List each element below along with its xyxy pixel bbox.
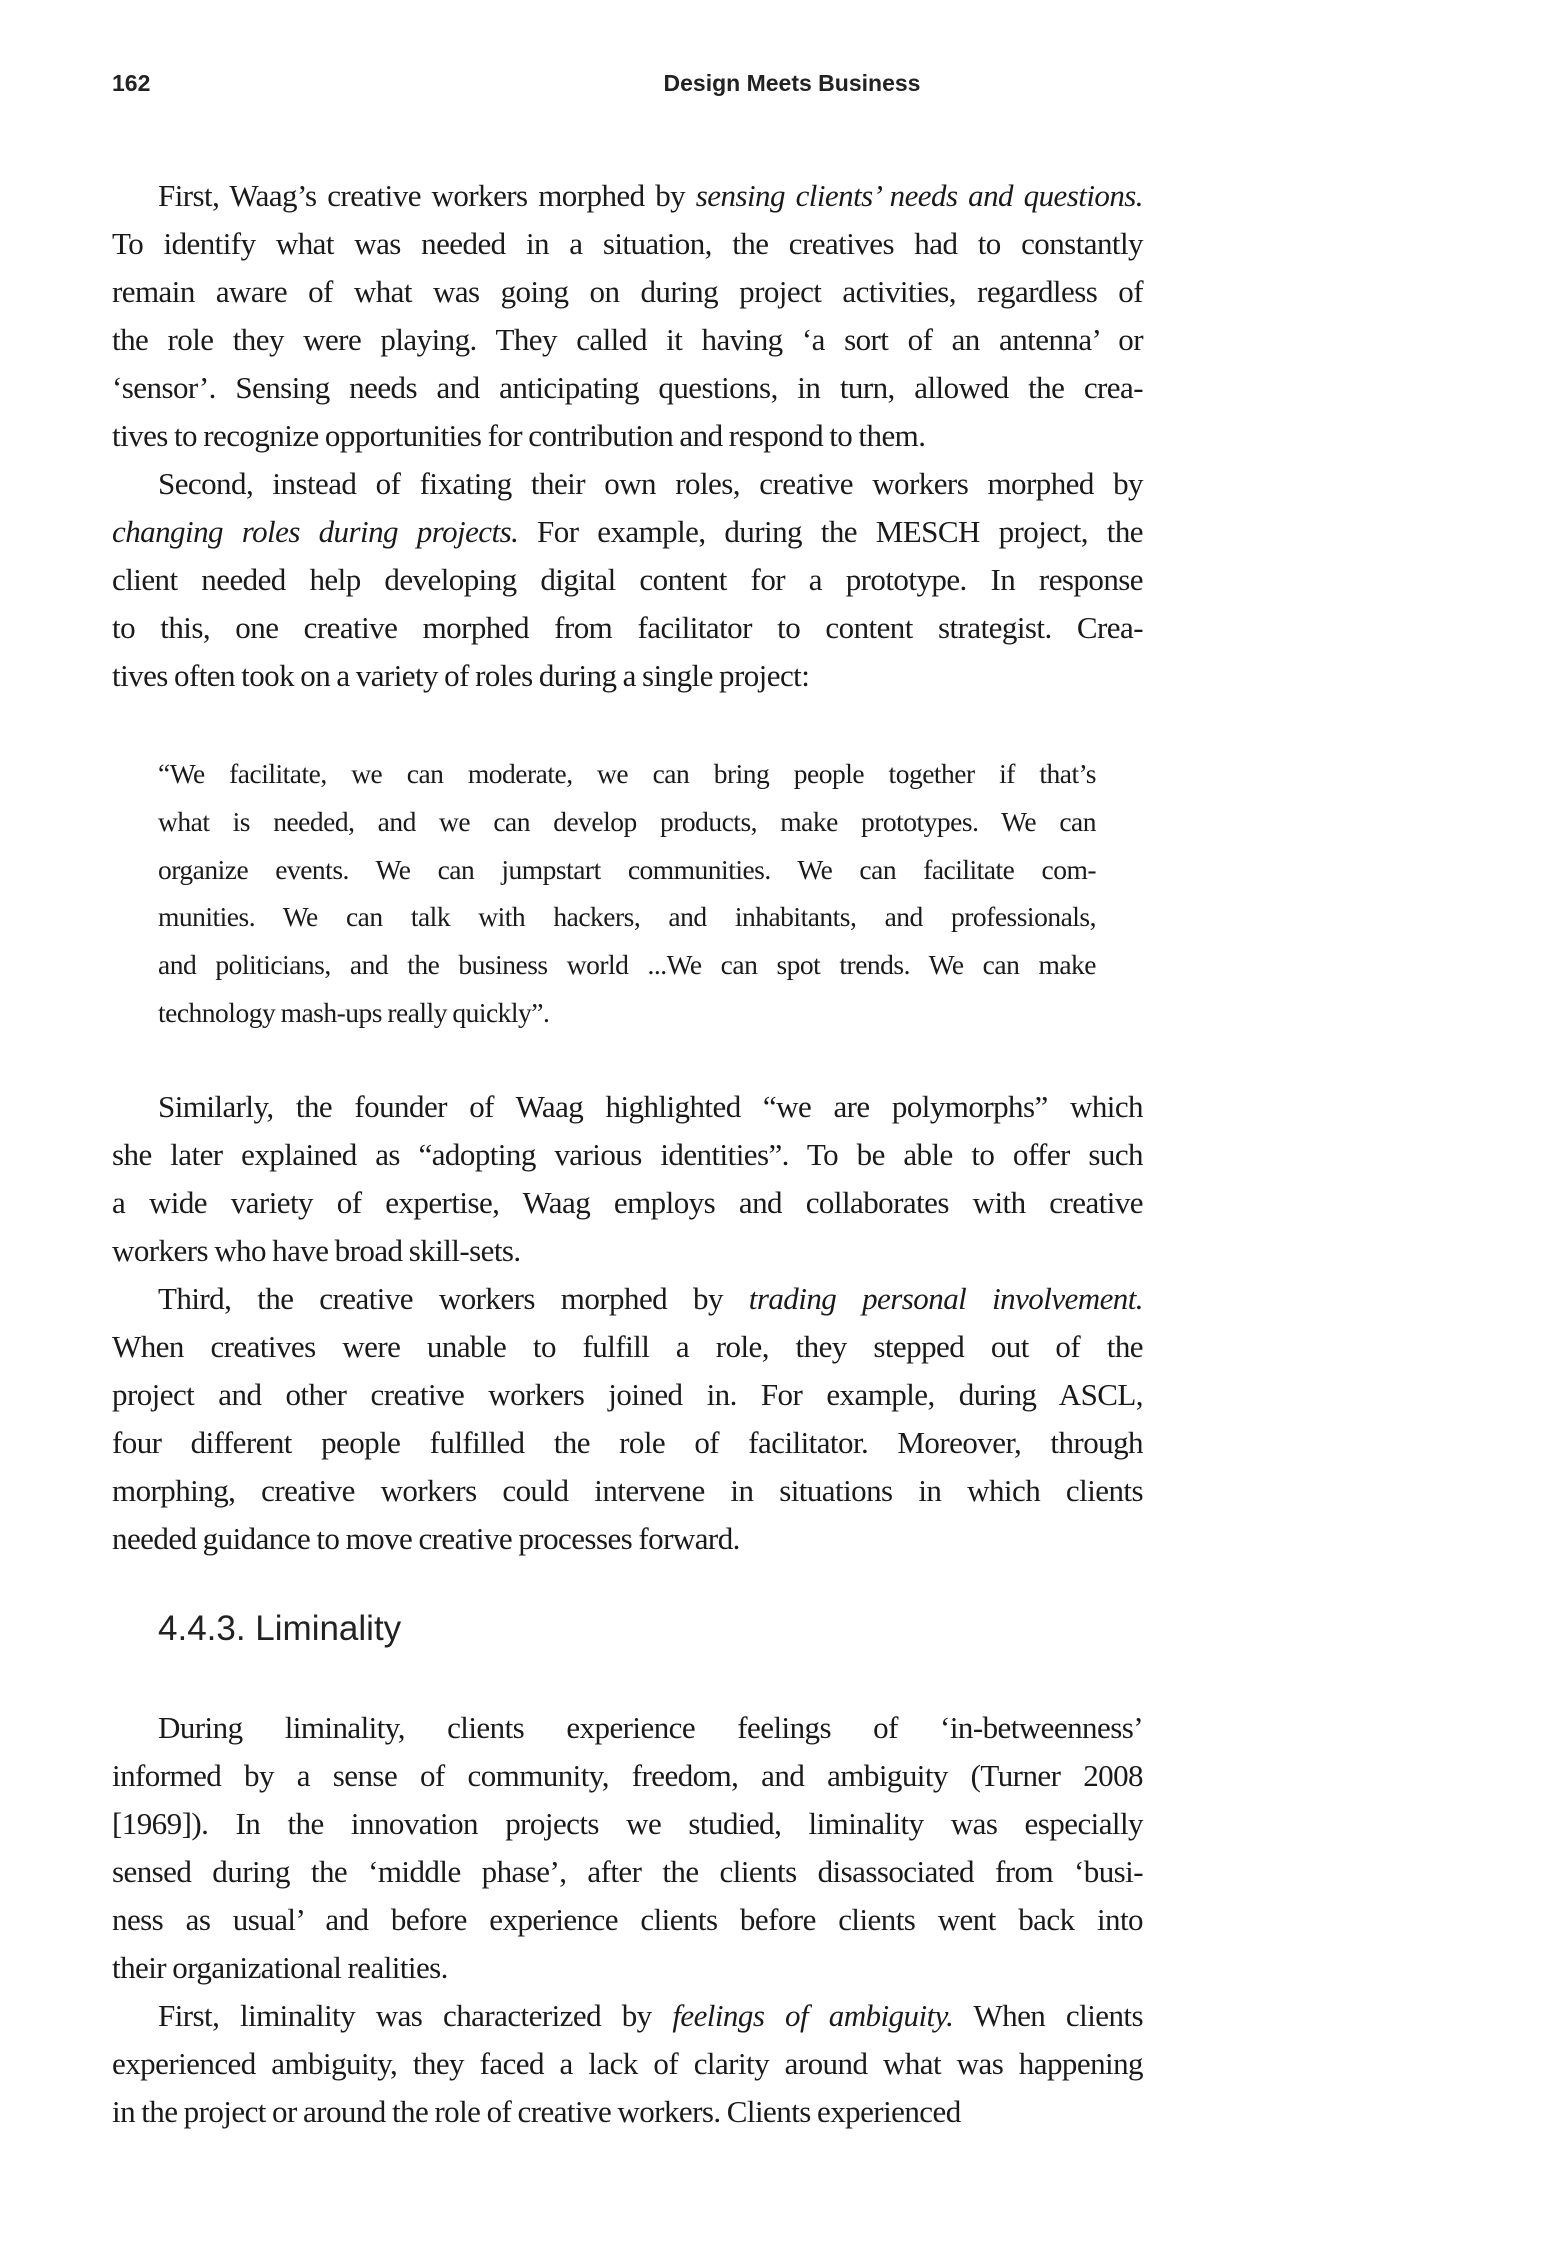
text-segment: Similarly, the founder of Waag highlighted “we are polymorphs” which xyxy=(158,1088,1143,1124)
page-number: 162 xyxy=(112,70,151,96)
text-line xyxy=(158,750,1096,798)
text-segment: in the project or around the role of creative workers. Clients experienced xyxy=(112,2093,961,2129)
text-segment: tives to recognize opportunities for contribution and respond to them. xyxy=(112,418,926,453)
text-segment: experienced ambiguity, they faced a lack of clarity around what was happening xyxy=(112,2045,1143,2081)
text-segment: she later explained as “adopting various identities”. To be able to offer such xyxy=(112,1136,1143,1172)
text-line xyxy=(112,556,1143,604)
text-line xyxy=(158,941,1096,989)
text-line xyxy=(112,508,1143,556)
text-segment: the role they were playing. They called it having ‘a sort of an antenna’ or xyxy=(112,322,1143,357)
section-heading: 4.4.3. Liminality xyxy=(158,1608,402,1648)
text-segment: For example, during the MESCH project, the xyxy=(518,514,1143,549)
text-line xyxy=(158,846,1096,894)
text-segment: needed guidance to move creative processes forward. xyxy=(112,1520,740,1556)
text-line xyxy=(112,1896,1143,1944)
text-segment: Second, instead of fixating their own roles, creative workers morphed by xyxy=(158,466,1143,501)
body-text-morphing-1 xyxy=(112,172,1143,700)
text-segment: Third, the creative workers morphed by xyxy=(158,1280,749,1316)
text-line xyxy=(112,1752,1143,1800)
body-text-morphing-2 xyxy=(112,1083,1143,1563)
text-line xyxy=(112,268,1143,316)
text-line xyxy=(112,652,1143,700)
text-segment: When clients xyxy=(953,1997,1143,2033)
text-line xyxy=(112,1515,1143,1563)
text-segment: what is needed, and we can develop products, make prototypes. We can xyxy=(158,805,1096,837)
text-segment: and politicians, and the business world ...We can spot trends. We can make xyxy=(158,949,1096,981)
text-segment: First, Waag’s creative workers morphed by xyxy=(158,178,696,213)
text-line xyxy=(112,1467,1143,1515)
text-segment: project and other creative workers joined in. For example, during ASCL, xyxy=(112,1376,1143,1412)
text-segment: to this, one creative morphed from facilitator to content strategist. Crea- xyxy=(112,610,1143,645)
text-line xyxy=(112,1419,1143,1467)
text-segment: a wide variety of expertise, Waag employs and collaborates with creative xyxy=(112,1184,1143,1220)
text-line xyxy=(112,1371,1143,1419)
text-segment: To identify what was needed in a situation, the creatives had to constantly xyxy=(112,226,1143,261)
text-line xyxy=(112,172,1143,220)
text-line xyxy=(112,316,1143,364)
text-segment: During liminality, clients experience feelings of ‘in-betweenness’ xyxy=(158,1709,1143,1745)
block-quote xyxy=(158,750,1096,1037)
text-line xyxy=(112,1704,1143,1752)
text-line xyxy=(112,220,1143,268)
text-line xyxy=(112,412,1143,460)
text-segment: organize events. We can jumpstart communities. We can facilitate com- xyxy=(158,853,1096,885)
emphasis-text: trading personal involvement. xyxy=(748,1280,1143,1316)
running-title: Design Meets Business xyxy=(663,70,921,96)
text-segment: ness as usual’ and before experience clients before clients went back into xyxy=(112,1901,1143,1937)
text-line xyxy=(112,1323,1143,1371)
text-line xyxy=(112,1848,1143,1896)
emphasis-text: sensing clients’ needs and questions. xyxy=(695,178,1143,213)
text-line xyxy=(112,604,1143,652)
text-segment: sensed during the ‘middle phase’, after the clients disassociated from ‘busi- xyxy=(112,1853,1143,1889)
text-line xyxy=(112,2088,1143,2136)
text-line xyxy=(112,1083,1143,1131)
page-body xyxy=(112,172,1143,2136)
text-line xyxy=(158,989,1096,1037)
text-segment: client needed help developing digital content for a prototype. In response xyxy=(112,562,1143,597)
text-line xyxy=(112,1179,1143,1227)
text-line xyxy=(112,1227,1143,1275)
body-text-liminality xyxy=(112,1704,1143,2136)
text-segment: “We facilitate, we can moderate, we can bring people together if that’s xyxy=(158,758,1096,789)
text-line xyxy=(112,2040,1143,2088)
text-segment: workers who have broad skill-sets. xyxy=(112,1232,521,1268)
text-line xyxy=(158,798,1096,846)
emphasis-text: feelings of ambiguity. xyxy=(672,1997,954,2033)
text-line xyxy=(112,364,1143,412)
emphasis-text: changing roles during projects. xyxy=(112,514,519,549)
text-segment: four different people fulfilled the role of facilitator. Moreover, through xyxy=(112,1424,1143,1460)
text-line xyxy=(112,460,1143,508)
text-segment: their organizational realities. xyxy=(112,1949,448,1985)
text-segment: informed by a sense of community, freedom, and ambiguity (Turner 2008 xyxy=(112,1757,1143,1793)
text-line xyxy=(112,1992,1143,2040)
text-segment: [1969]). In the innovation projects we studied, liminality was especially xyxy=(112,1805,1143,1841)
text-line xyxy=(112,1944,1143,1992)
text-line xyxy=(112,1131,1143,1179)
text-segment: technology mash-ups really quickly”. xyxy=(158,996,550,1028)
text-line xyxy=(112,1275,1143,1323)
text-line xyxy=(158,893,1096,941)
text-segment: When creatives were unable to fulfill a role, they stepped out of the xyxy=(112,1328,1143,1364)
text-segment: munities. We can talk with hackers, and inhabitants, and professionals, xyxy=(158,901,1096,933)
text-segment: morphing, creative workers could intervene in situations in which clients xyxy=(112,1472,1143,1508)
text-line xyxy=(112,1800,1143,1848)
text-segment: remain aware of what was going on during project activities, regardless of xyxy=(112,274,1143,309)
text-segment: ‘sensor’. Sensing needs and anticipating questions, in turn, allowed the crea- xyxy=(112,370,1143,405)
text-segment: First, liminality was characterized by xyxy=(158,1997,673,2033)
text-segment: tives often took on a variety of roles during a single project: xyxy=(112,658,810,693)
